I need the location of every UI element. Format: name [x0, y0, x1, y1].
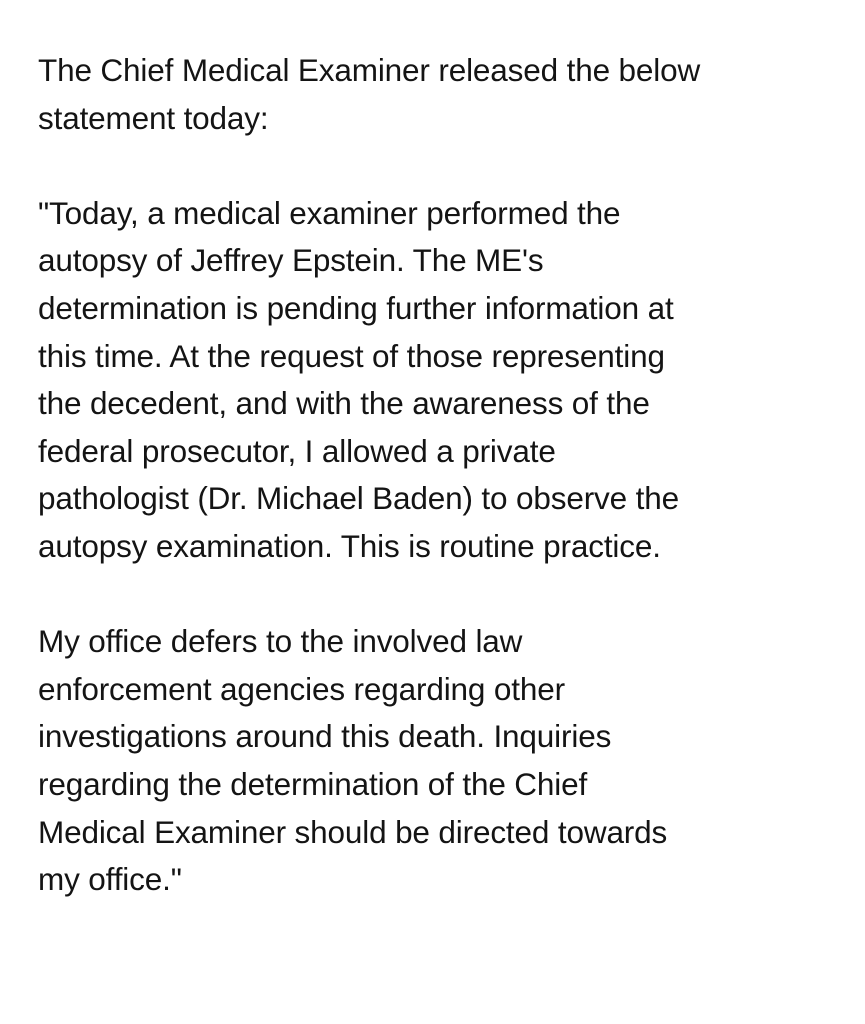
paragraph-gap	[38, 142, 838, 190]
text-line: My office defers to the involved law	[38, 623, 523, 660]
text-line: my office."	[38, 861, 182, 898]
text-line: statement today:	[38, 99, 269, 136]
text-line: autopsy examination. This is routine practice.	[38, 527, 661, 564]
quote-paragraph-1	[38, 190, 838, 571]
text-line: Medical Examiner should be directed towards	[38, 813, 668, 850]
text-line: "Today, a medical examiner performed the	[38, 194, 621, 231]
text-line: determination is pending further information at	[38, 289, 674, 326]
text-line: investigations around this death. Inquiries	[38, 718, 612, 755]
text-line: the decedent, and with the awareness of the	[38, 385, 650, 422]
text-line: pathologist (Dr. Michael Baden) to observe the	[38, 480, 679, 517]
statement-document	[38, 47, 838, 904]
paragraph-gap	[38, 571, 838, 619]
text-line: The Chief Medical Examiner released the below	[38, 52, 701, 88]
quote-paragraph-2	[38, 618, 838, 904]
text-line: regarding the determination of the Chief	[38, 765, 588, 802]
text-line: autopsy of Jeffrey Epstein. The ME's	[38, 242, 544, 279]
text-line: enforcement agencies regarding other	[38, 670, 565, 707]
intro-paragraph	[38, 47, 838, 142]
text-line: federal prosecutor, I allowed a private	[38, 432, 556, 469]
text-line: this time. At the request of those representing	[38, 337, 665, 374]
